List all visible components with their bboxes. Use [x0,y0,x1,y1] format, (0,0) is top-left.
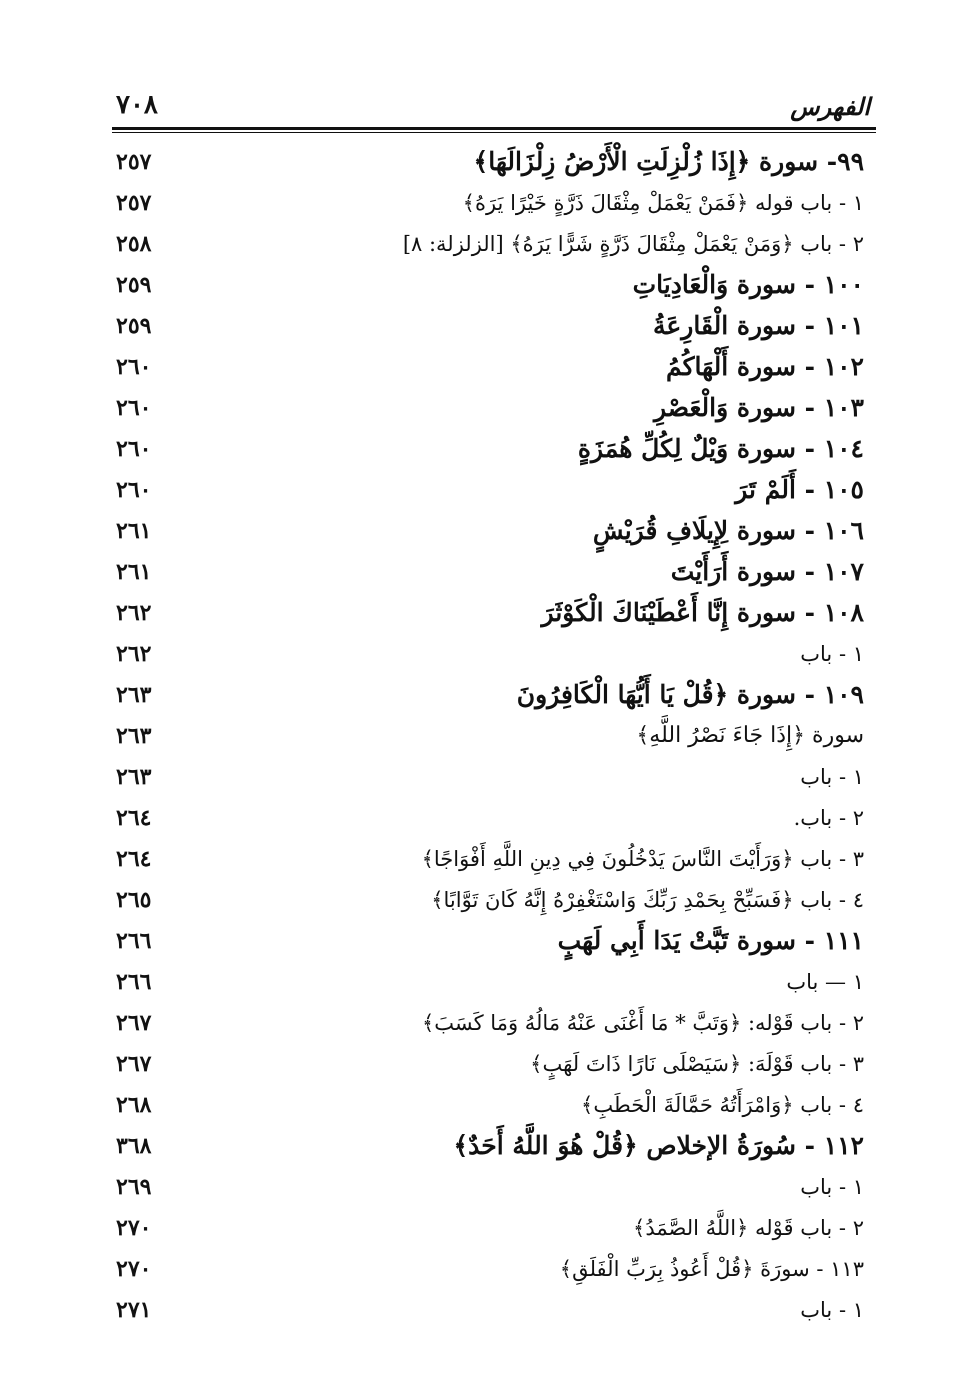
index-entry [112,1209,864,1250]
entry-page-number: ٢٥٨ [116,231,152,257]
entry-page-number: ٢٦٦ [116,969,152,995]
entry-title: ١ - باب قوله ﴿فَمَنْ يَعْمَلْ مِثْقَالَ ذَرَّةٍ خَيْرًا يَرَهُ﴾ [462,191,864,215]
entry-title: ٢ - باب ﴿وَمَنْ يَعْمَلْ مِثْقَالَ ذَرَّةٍ شَرًّا يَرَهُ﴾ [الزلزلة: ٨] [402,232,864,256]
running-title: الفهرس [790,92,870,121]
entry-page-number: ٢٦١ [116,559,152,585]
entry-title: ٣ - باب قَوْلَهَ: ﴿سَيَصْلَى نَارًا ذَاتَ لَهَبٍ﴾ [530,1052,864,1076]
entry-page-number: ٣٦٨ [116,1133,152,1159]
index-entry [112,471,864,512]
header-rule-thick [112,127,876,130]
index-entry [112,881,864,922]
index-entry [112,1086,864,1127]
entry-title: ١ — باب [786,970,864,994]
entry-title: ١ - باب [800,765,864,789]
entry-page-number: ٢٦٠ [116,477,152,503]
entry-page-number: ٢٦٣ [116,723,152,749]
header-rule-thin [112,132,876,133]
entry-title: ١ - باب [800,1175,864,1199]
index-entry [112,266,864,307]
entry-title: ١٠٦ - سورة لِإِيلَافِ قُرَيْشٍ [592,516,864,545]
entry-page-number: ٢٦٨ [116,1092,152,1118]
entry-page-number: ٢٦١ [116,518,152,544]
index-entry [112,1004,864,1045]
page-header [112,90,874,124]
entry-title: ١٠٢ - سورة أَلْهَاكُمُ [665,352,864,381]
entry-page-number: ٢٦٧ [116,1051,152,1077]
index-list [112,143,864,1332]
index-entry [112,1168,864,1209]
index-entry [112,184,864,225]
index-entry [112,553,864,594]
entry-title: ٤ - باب ﴿فَسَبِّحْ بِحَمْدِ رَبِّكَ وَاسْتَغْفِرْهُ إِنَّهُ كَانَ تَوَّابًا﴾ [431,888,864,912]
index-entry [112,963,864,1004]
entry-page-number: ٢٦٣ [116,682,152,708]
entry-page-number: ٢٦٤ [116,805,152,831]
entry-page-number: ٢٦٠ [116,395,152,421]
entry-title: ١٠٩ - سورة ﴿قُلْ يَا أَيُّهَا الْكَافِرُونَ [516,680,864,709]
index-entry [112,676,864,717]
entry-page-number: ٢٦٥ [116,887,152,913]
entry-title: ١ - باب [800,1298,864,1322]
entry-page-number: ٢٧١ [116,1297,152,1323]
index-entry [112,225,864,266]
index-entry [112,1045,864,1086]
index-entry [112,1291,864,1332]
entry-title: ١ - باب [800,642,864,666]
entry-title: ٢ - باب. [793,806,864,830]
entry-title: ٢ - باب قَوْله: ﴿وَتَبَّ * مَا أَغْنَى عَنْهُ مَالُهُ وَمَا كَسَبَ﴾ [421,1011,864,1035]
index-entry [112,143,864,184]
index-entry [112,635,864,676]
index-entry [112,840,864,881]
entry-title: ١٠٥ - أَلَمْ تَرَ [735,475,864,504]
entry-page-number: ٢٥٩ [116,272,152,298]
entry-title: سورة ﴿إِذَا جَاءَ نَصْرُ اللَّهِ﴾ [636,723,864,748]
entry-title: ١٠٨ - سورة إِنَّا أَعْطَيْنَاكَ الْكَوْثَرَ [541,598,864,627]
entry-page-number: ٢٦٢ [116,600,152,626]
index-entry [112,799,864,840]
entry-page-number: ٢٦٧ [116,1010,152,1036]
entry-title: ٢ - باب قَوْله ﴿اللَّهُ الصَّمَدُ﴾ [633,1216,864,1240]
entry-page-number: ٢٦٣ [116,764,152,790]
entry-title: ١٠٠ - سورة وَالْعَادِيَاتِ [632,270,864,299]
entry-page-number: ٢٥٧ [116,149,152,175]
entry-page-number: ٢٦٠ [116,354,152,380]
entry-page-number: ٢٦٦ [116,928,152,954]
entry-title: ١١٣ - سورَةَ ﴿قُلْ أَعُوذُ بِرَبِّ الْفَلَقِ﴾ [559,1257,864,1281]
index-entry [112,758,864,799]
entry-page-number: ٢٧٠ [116,1215,152,1241]
entry-title: ١٠٤ - سورة وَيْلٌ لِكُلِّ هُمَزَةٍ [577,434,864,463]
index-entry [112,512,864,553]
index-entry [112,430,864,471]
entry-page-number: ٢٥٩ [116,313,152,339]
index-entry [112,594,864,635]
entry-title: ١٠٣ - سورة وَالْعَصْرِ [654,393,864,422]
index-entry [112,348,864,389]
page-number: ٧٠٨ [116,90,158,120]
entry-page-number: ٢٥٧ [116,190,152,216]
entry-title: ٣ - باب ﴿وَرَأَيْتَ النَّاسَ يَدْخُلُونَ فِي دِينِ اللَّهِ أَفْوَاجًا﴾ [421,847,864,871]
entry-title: ١١٢ - سُورَةُ الإخلاص ﴿قُلْ هُوَ اللَّهُ أَحَدٌ﴾ [453,1131,864,1160]
entry-page-number: ٢٦٢ [116,641,152,667]
entry-title: ١١١ - سورة تَبَّتْ يَدَا أَبِي لَهَبٍ [557,926,864,955]
entry-page-number: ٢٦٤ [116,846,152,872]
entry-page-number: ٢٧٠ [116,1256,152,1282]
entry-title: ٩٩- سورة ﴿إِذَا زُلْزِلَتِ الْأَرْضُ زِلْزَالَهَا﴾ [473,147,864,176]
entry-title: ١٠١ - سورة الْقَارِعَةُ [652,311,864,340]
entry-title: ١٠٧ - سورة أَرَأَيْتَ [670,557,864,586]
index-entry [112,389,864,430]
index-entry [112,922,864,963]
index-entry [112,717,864,758]
index-entry [112,1127,864,1168]
index-entry [112,307,864,348]
entry-page-number: ٢٦٠ [116,436,152,462]
entry-page-number: ٢٦٩ [116,1174,152,1200]
index-entry [112,1250,864,1291]
entry-title: ٤ - باب ﴿وَامْرَأَتُهُ حَمَّالَةَ الْحَطَبِ﴾ [581,1093,864,1117]
